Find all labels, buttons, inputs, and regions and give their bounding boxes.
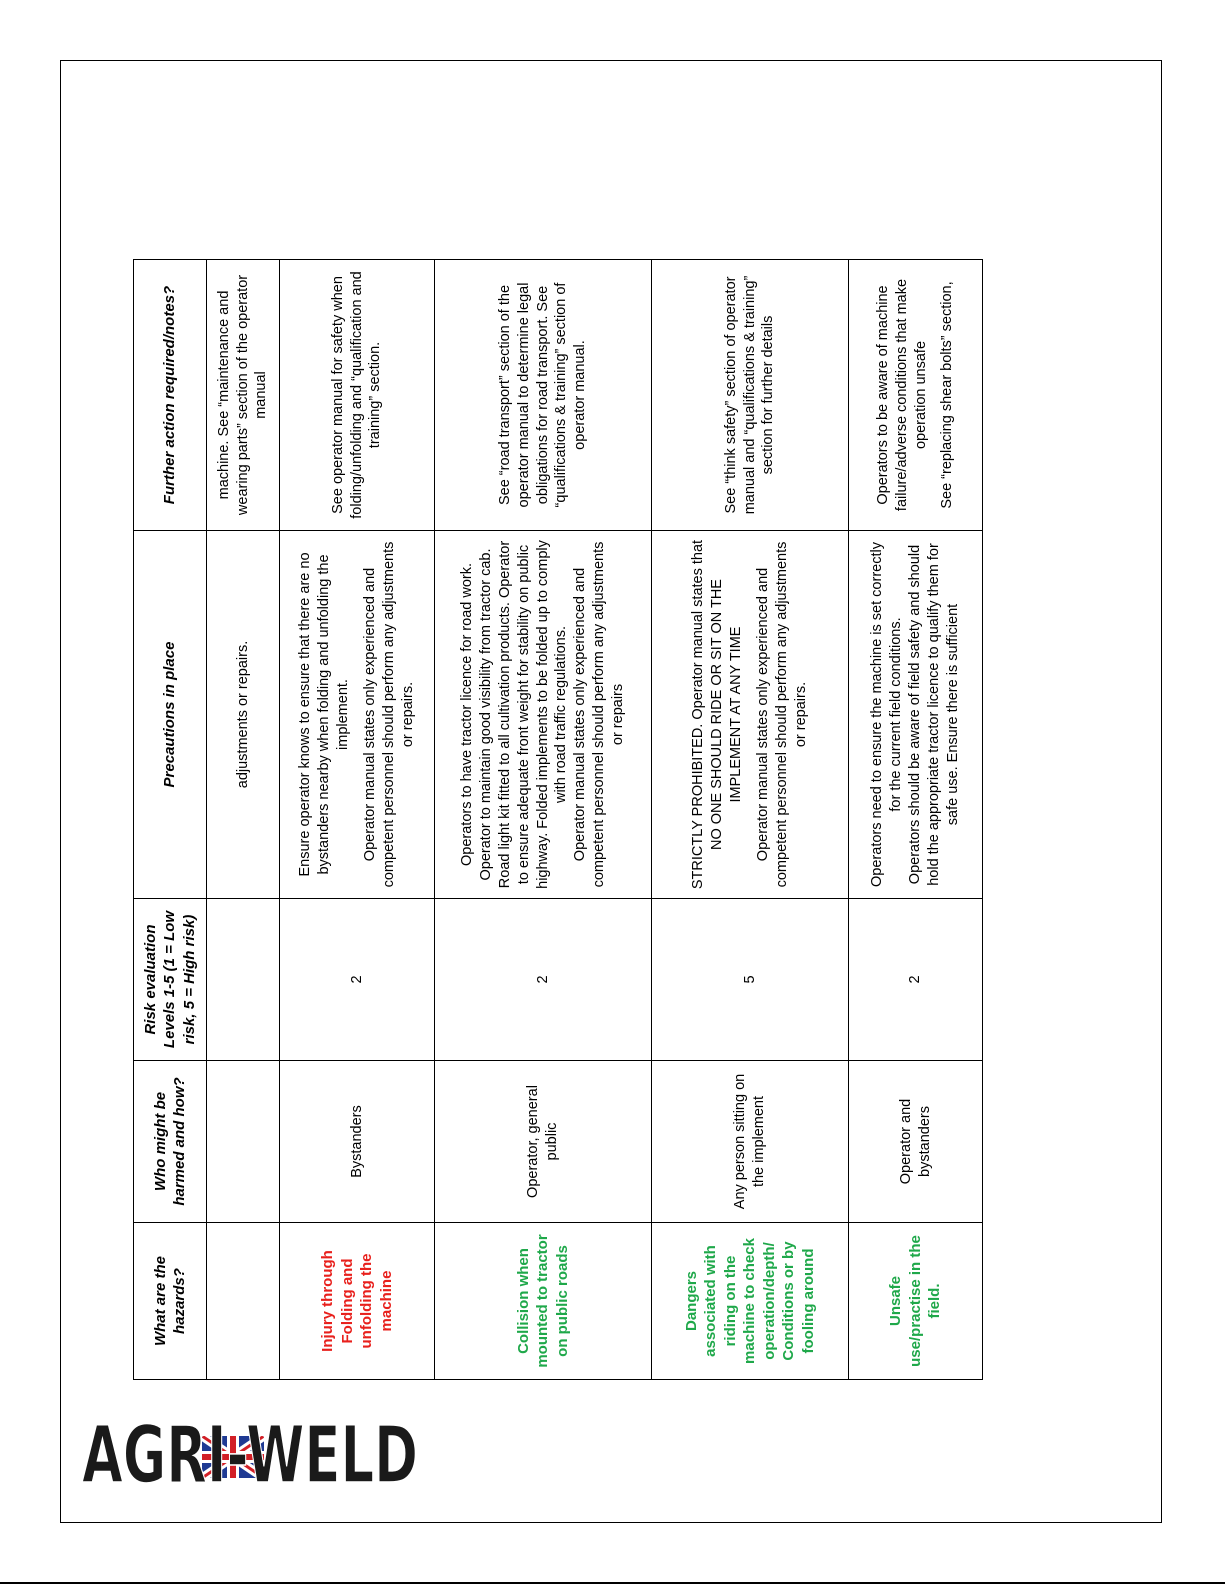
- precaution-text: Operators need to ensure the machine is set correctly for the current field conditions.: [869, 542, 905, 887]
- notes-cell: [849, 260, 983, 531]
- bottom-rule: [0, 1582, 1225, 1584]
- precautions-cell: [207, 531, 280, 899]
- notes-cell: [435, 260, 652, 531]
- header-precautions: Precautions in place: [134, 531, 207, 899]
- notes-cell: [280, 260, 435, 531]
- who-cell: Operator, general public: [435, 1061, 652, 1223]
- precaution-text: Operators to have tractor licence for road work. Operator to maintain good visibility from tractor cab. Road light kit fitted to all cultivation products. Operator to ensure adequate front weight for stability on public highway. Folded implements to be folded up to comply with road traffic regulations.: [459, 540, 570, 889]
- risk-table: [133, 259, 983, 1380]
- header-further-action: Further action required/notes?: [134, 260, 207, 531]
- header-hazards: What are the hazards?: [134, 1223, 207, 1380]
- table-header-row: [134, 260, 207, 1380]
- table-row: [652, 260, 849, 1380]
- hazard-cell: [207, 1223, 280, 1380]
- notes-text: machine. See “maintenance and wearing parts” section of the operator manual: [215, 274, 270, 516]
- table-row: [280, 260, 435, 1380]
- risk-cell: 2: [280, 899, 435, 1061]
- logo-graphic: [78, 1408, 423, 1503]
- table-row: [207, 260, 280, 1380]
- precautions-cell: [849, 531, 983, 899]
- notes-text: See operator manual for safety when folding/unfolding and “qualification and training” section.: [329, 271, 384, 519]
- precaution-text: Operators should be aware of field safety and should hold the appropriate tractor licence to qualify them for safe use. Ensure there is sufficient: [907, 543, 961, 886]
- precaution-text: STRICTLY PROHIBITED. Operator manual states that NO ONE SHOULD RIDE OR SIT ON THE IMPLEMENT AT ANY TIME: [690, 539, 745, 890]
- risk-cell: 2: [435, 899, 652, 1061]
- precaution-text: Operator manual states only experienced and competent personnel should perform any adjustments or repairs: [572, 541, 626, 888]
- risk-cell: 5: [652, 899, 849, 1061]
- precautions-cell: [435, 531, 652, 899]
- who-cell: Operator and bystanders: [849, 1061, 983, 1223]
- precaution-text: Operator manual states only experienced and competent personnel should perform any adjustments or repairs.: [362, 541, 416, 888]
- hazard-cell: Unsafe use/practise in the field.: [849, 1223, 983, 1380]
- agri-weld-logo: [78, 1408, 423, 1503]
- header-risk-evaluation: Risk evaluation Levels 1-5 (1 = Low risk, 5 = High risk): [134, 899, 207, 1061]
- risk-assessment-table: [133, 260, 971, 1380]
- hazard-cell: Injury through Folding and unfolding the machine: [280, 1223, 435, 1380]
- header-who-harmed: Who might be harmed and how?: [134, 1061, 207, 1223]
- hazard-cell: Collision when mounted to tractor on public roads: [435, 1223, 652, 1380]
- precaution-text: adjustments or repairs.: [234, 640, 251, 789]
- notes-text: See “replacing shear bolts” section,: [939, 281, 956, 509]
- precaution-text: Ensure operator knows to ensure that there are no bystanders nearby when folding and unfolding the implement.: [297, 552, 352, 877]
- notes-text: See “think safety” section of operator manual and “qualifications & training” section for further details: [722, 275, 777, 515]
- risk-cell: [207, 899, 280, 1061]
- notes-cell: [207, 260, 280, 531]
- who-cell: [207, 1061, 280, 1223]
- precautions-cell: [652, 531, 849, 899]
- notes-text: See “road transport” section of the operator manual to determine legal obligations for road transport. See “qualifications & training” section of operator manual.: [496, 282, 589, 508]
- risk-cell: 2: [849, 899, 983, 1061]
- who-cell: Any person sitting on the implement: [652, 1061, 849, 1223]
- precaution-text: Operator manual states only experienced and competent personnel should perform any adjustments or repairs.: [755, 541, 809, 888]
- table-row: [435, 260, 652, 1380]
- table-row: [849, 260, 983, 1380]
- precautions-cell: [280, 531, 435, 899]
- logo-text: AGRI-WELD: [82, 1411, 418, 1501]
- notes-cell: [652, 260, 849, 531]
- notes-text: Operators to be aware of machine failure/adverse conditions that make operation unsafe: [874, 278, 929, 512]
- who-cell: Bystanders: [280, 1061, 435, 1223]
- hazard-cell: Dangers associated with riding on the machine to check operation/depth/ Conditions or by fooling around: [652, 1223, 849, 1380]
